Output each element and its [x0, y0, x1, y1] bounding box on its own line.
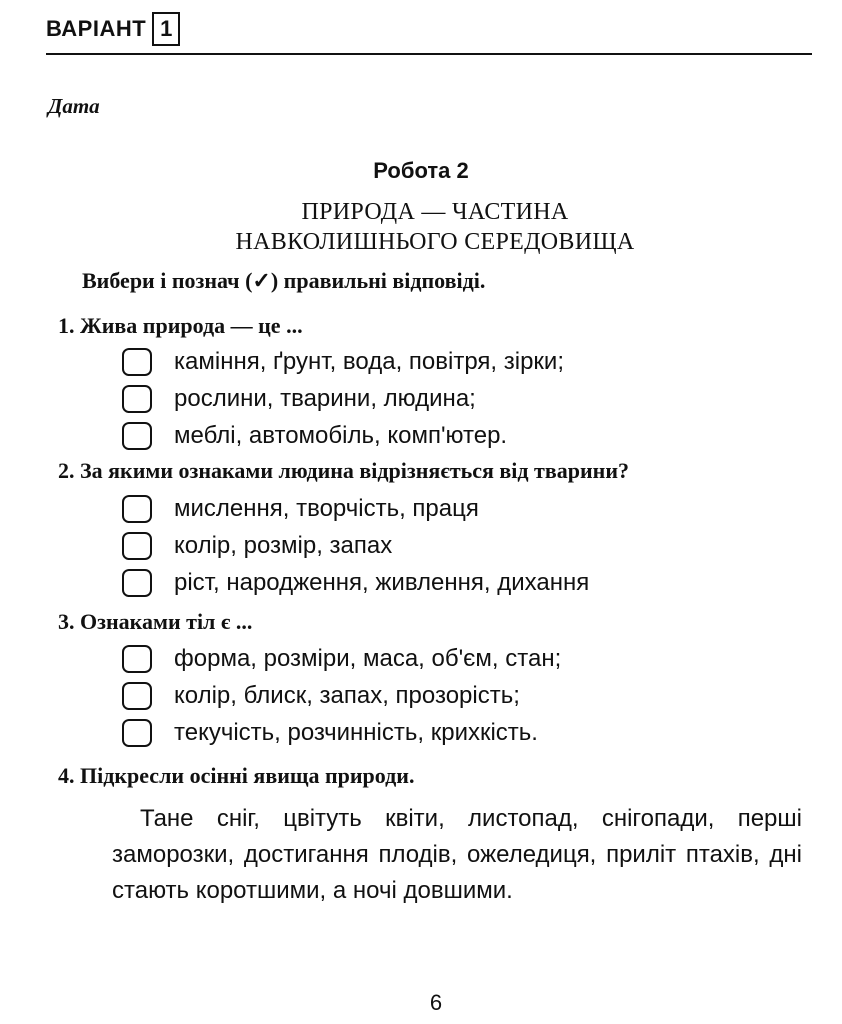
answer-checkbox[interactable] — [122, 645, 152, 673]
option-row[interactable] — [122, 714, 561, 751]
question-3: 3. Ознаками тіл є ... — [58, 609, 253, 634]
option-row[interactable] — [122, 640, 561, 677]
page-number: 6 — [429, 990, 443, 1015]
question-4: 4. Підкресли осінні явища природи. — [58, 763, 415, 788]
option-label: форма, розміри, маса, об'єм, стан; — [174, 644, 562, 672]
question-2: 2. За якими ознаками людина відрізняється від тварини? — [58, 458, 630, 483]
answer-checkbox[interactable] — [122, 569, 152, 597]
answer-checkbox[interactable] — [122, 719, 152, 747]
option-row[interactable] — [122, 564, 589, 601]
variant-number-box: 1 — [152, 12, 180, 46]
question-2-options — [122, 490, 589, 601]
instruction-text: Вибери і познач (✓) правильні відповіді. — [82, 268, 486, 293]
answer-checkbox[interactable] — [122, 532, 152, 560]
option-label: ріст, народження, живлення, дихання — [174, 568, 590, 596]
variant-header — [46, 12, 180, 46]
option-label: текучість, розчинність, крихкість. — [174, 718, 538, 746]
variant-label: ВАРІАНТ — [46, 16, 147, 41]
topic-title — [0, 197, 842, 257]
answer-checkbox[interactable] — [122, 348, 152, 376]
header-divider — [46, 53, 812, 55]
topic-title-line-2: НАВКОЛИШНЬОГО СЕРЕДОВИЩА — [235, 229, 635, 255]
answer-checkbox[interactable] — [122, 495, 152, 523]
date-label: Дата — [48, 94, 100, 118]
task-4-paragraph[interactable]: Тане сніг, цвітуть квіти, листопад, снігопади, перші заморозки, достигання плодів, ожеледиця, приліт птахів, дні стають коротшими, а ночі довшими. — [112, 805, 802, 904]
option-row[interactable] — [122, 490, 589, 527]
option-label: колір, розмір, запах — [174, 531, 393, 559]
option-row[interactable] — [122, 417, 564, 454]
option-label: колір, блиск, запах, прозорість; — [174, 681, 520, 709]
topic-title-line-1: ПРИРОДА — ЧАСТИНА — [301, 199, 569, 225]
option-row[interactable] — [122, 380, 564, 417]
option-label: каміння, ґрунт, вода, повітря, зірки; — [174, 347, 564, 375]
question-3-options — [122, 640, 561, 751]
option-row[interactable] — [122, 677, 561, 714]
option-row[interactable] — [122, 343, 564, 380]
option-row[interactable] — [122, 527, 589, 564]
answer-checkbox[interactable] — [122, 422, 152, 450]
option-label: мислення, творчість, праця — [174, 494, 479, 522]
answer-checkbox[interactable] — [122, 682, 152, 710]
option-label: рослини, тварини, людина; — [174, 384, 476, 412]
question-1: 1. Жива природа — це ... — [58, 313, 303, 338]
answer-checkbox[interactable] — [122, 385, 152, 413]
work-title: Робота 2 — [373, 158, 469, 183]
question-1-options — [122, 343, 564, 454]
option-label: меблі, автомобіль, комп'ютер. — [174, 421, 508, 449]
